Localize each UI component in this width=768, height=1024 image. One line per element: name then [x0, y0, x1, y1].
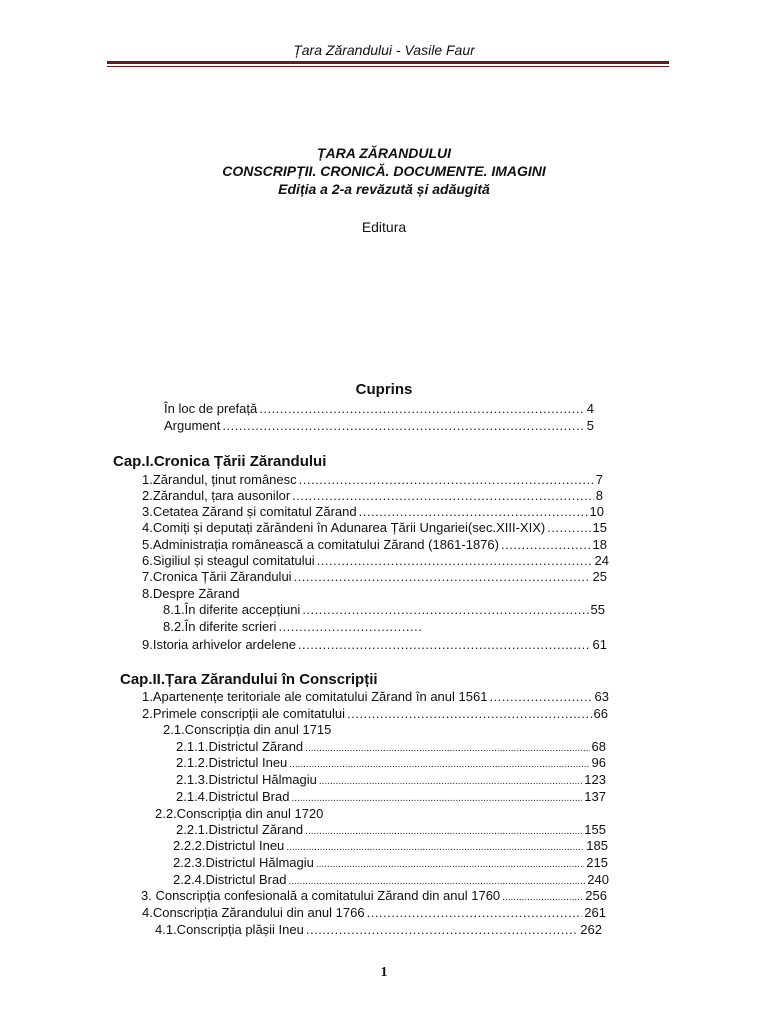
toc-entry-label: 3. Conscripția confesională a comitatului Zărand din anul 1760: [141, 888, 501, 903]
toc-entry-label: 2.1.2.Districtul Ineu: [176, 755, 288, 770]
toc-entry-label: 2.2.2.Districtul Ineu: [173, 838, 285, 853]
header-rule-thin: [107, 66, 669, 67]
toc-entry-page: 18: [592, 537, 607, 552]
toc-entry: [142, 537, 607, 552]
toc-entry: [163, 619, 423, 634]
toc-entry-label: 2.2.Conscripția din anul 1720: [155, 806, 324, 821]
toc-entry-label: 7.Cronica Țării Zărandului: [142, 569, 292, 584]
toc-leader: [259, 401, 585, 416]
toc-entry-page: 240: [587, 872, 609, 887]
toc-leader: [347, 706, 592, 721]
toc-entry-label: 1.Zărandul, ținut românesc: [142, 472, 297, 487]
toc-entry: [176, 789, 606, 804]
toc-entry-page: 123: [584, 772, 606, 787]
toc-entry-label: 2.1.1.Districtul Zărand: [176, 739, 304, 754]
toc-leader: [501, 537, 591, 552]
book-subtitle: CONSCRIPȚII. CRONICĂ. DOCUMENTE. IMAGINI: [222, 163, 546, 179]
toc-entry-page: 7: [595, 472, 603, 487]
publisher: Editura: [361, 219, 407, 235]
toc-entry: [155, 922, 602, 937]
toc-leader: [291, 789, 582, 804]
toc-entry: [141, 888, 607, 903]
toc-leader: [286, 838, 584, 853]
toc-leader: [305, 822, 582, 837]
toc-entry-label: 2.Zărandul, țara ausonilor: [142, 488, 291, 503]
toc-entry-label: 4.1.Conscripția plășii Ineu: [155, 922, 304, 937]
toc-entry-page: 8: [595, 488, 603, 503]
toc-entry-page: 261: [584, 905, 606, 920]
toc-entry: [176, 822, 606, 837]
toc-entry: [173, 855, 608, 870]
toc-entry-page: 10: [589, 504, 604, 519]
running-header: Țara Zărandului - Vasile Faur: [293, 42, 475, 58]
toc-leader: [289, 755, 589, 770]
toc-entry-page: 5: [586, 418, 594, 433]
toc-leader: [317, 553, 593, 568]
toc-entry-page: 4: [586, 401, 594, 416]
toc-entry-label: 2.1.Conscripția din anul 1715: [163, 722, 332, 737]
chapter-heading: Cap.I.Cronica Țării Zărandului: [113, 453, 327, 470]
toc-entry-label: 2.Primele conscripții ale comitatului: [142, 706, 346, 721]
toc-entry-label: 2.1.4.Districtul Brad: [176, 789, 290, 804]
toc-entry-label: 2.2.4.Districtul Brad: [173, 872, 287, 887]
toc-entry-label: 8.2.În diferite scrieri: [163, 619, 277, 634]
toc-leader: [288, 872, 585, 887]
toc-entry-page: 185: [586, 838, 608, 853]
toc-entry: [142, 472, 603, 487]
toc-leader: [305, 739, 589, 754]
book-title: ȚARA ZĂRANDULUI: [316, 145, 452, 161]
toc-entry: [142, 520, 607, 535]
toc-leader: [316, 855, 584, 870]
toc-leader: [302, 602, 588, 617]
toc-entry-page: 25: [592, 569, 607, 584]
toc-entry-page: 68: [591, 739, 606, 754]
toc-entry-label: 4.Conscripția Zărandului din anul 1766: [142, 905, 365, 920]
toc-entry-label: 6.Sigiliul și steagul comitatului: [142, 553, 315, 568]
toc-entry-label: 8.1.În diferite accepțiuni: [163, 602, 301, 617]
toc-entry: [176, 755, 606, 770]
toc-entry-label: În loc de prefață: [164, 401, 258, 416]
toc-entry: [142, 637, 607, 652]
toc-entry-page: 262: [580, 922, 602, 937]
toc-entry-label: 3.Cetatea Zărand și comitatul Zărand: [142, 504, 357, 519]
toc-entry-page: 96: [591, 755, 606, 770]
toc-entry-page: 256: [585, 888, 607, 903]
toc-entry-page: 55: [590, 602, 605, 617]
toc-entry: [176, 739, 606, 754]
toc-leader: [292, 488, 594, 503]
toc-entry: [164, 418, 594, 433]
toc-entry: [142, 504, 604, 519]
toc-entry-label: 5.Administrația românească a comitatului Zărand (1861-1876): [142, 537, 499, 552]
toc-entry: [163, 602, 605, 617]
toc-leader: [298, 637, 591, 652]
toc-leader: [502, 888, 583, 903]
toc-entry: [142, 586, 240, 601]
toc-entry: [142, 706, 608, 721]
toc-entry: [142, 553, 609, 568]
toc-leader: [489, 689, 592, 704]
toc-entry-page: 15: [592, 520, 607, 535]
toc-entry: [142, 569, 607, 584]
toc-entry-label: 9.Istoria arhivelor ardelene: [142, 637, 296, 652]
toc-leader: [278, 619, 421, 634]
toc-entry: [142, 488, 603, 503]
toc-leader: [319, 772, 582, 787]
toc-leader: [547, 520, 590, 535]
toc-leader: [299, 472, 594, 487]
toc-entry-label: Argument: [164, 418, 221, 433]
toc-entry: [142, 905, 606, 920]
toc-leader: [367, 905, 583, 920]
toc-heading: Cuprins: [355, 381, 413, 398]
toc-entry-label: 4.Comiți și deputați zărăndeni în Adunarea Țării Ungariei(sec.XIII-XIX): [142, 520, 546, 535]
toc-entry-label: 1.Apartenențe teritoriale ale comitatului Zărand în anul 1561: [142, 689, 488, 704]
toc-entry-page: 66: [593, 706, 608, 721]
toc-entry: [155, 806, 323, 821]
toc-entry-page: 215: [586, 855, 608, 870]
chapter-heading: Cap.II.Țara Zărandului în Conscripții: [120, 671, 378, 688]
toc-entry-label: 8.Despre Zărand: [142, 586, 240, 601]
toc-entry-page: 137: [584, 789, 606, 804]
header-rule-thick: [107, 61, 669, 64]
toc-entry: [164, 401, 594, 416]
toc-leader: [306, 922, 578, 937]
toc-entry-page: 24: [594, 553, 609, 568]
toc-entry: [173, 838, 608, 853]
toc-entry: [163, 722, 331, 737]
page-number: 1: [380, 965, 388, 980]
toc-entry-label: 2.1.3.Districtul Hălmagiu: [176, 772, 317, 787]
toc-entry-page: 155: [584, 822, 606, 837]
toc-entry-page: 63: [594, 689, 609, 704]
toc-leader: [222, 418, 584, 433]
toc-entry: [142, 689, 609, 704]
toc-entry: [173, 872, 609, 887]
edition-note: Ediția a 2-a revăzută și adăugită: [278, 181, 490, 197]
toc-entry: [176, 772, 606, 787]
toc-entry-label: 2.2.1.Districtul Zărand: [176, 822, 304, 837]
toc-leader: [294, 569, 591, 584]
toc-entry-label: 2.2.3.Districtul Hălmagiu: [173, 855, 314, 870]
toc-entry-page: 61: [592, 637, 607, 652]
toc-leader: [359, 504, 588, 519]
